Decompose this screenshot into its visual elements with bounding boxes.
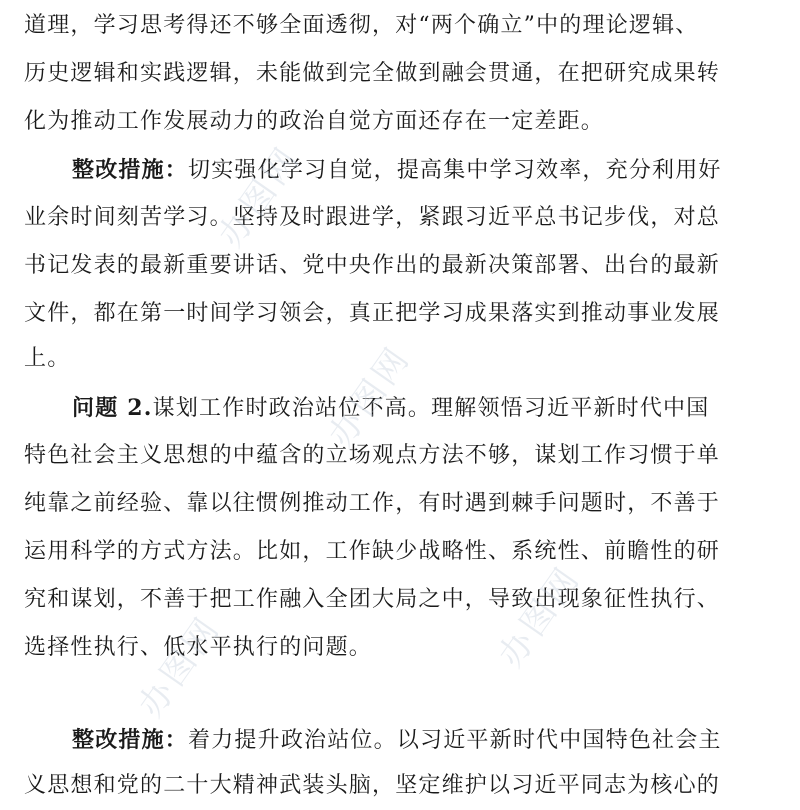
text-line-5 xyxy=(24,194,720,242)
line-text: 运用科学的方式方法。比如，工作缺少战略性、系统性、前瞻性的研 xyxy=(24,539,721,564)
text-line-11 xyxy=(24,480,720,528)
line-text: 书记发表的最新重要讲话、党中央作出的最新决策部署、出台的最新 xyxy=(24,253,721,278)
text-line-14 xyxy=(24,624,372,672)
text-line-10 xyxy=(24,432,720,480)
line-text: 选择性执行、低水平执行的问题。 xyxy=(24,635,373,660)
line-text: 上。 xyxy=(24,346,71,371)
text-line-13 xyxy=(24,576,720,624)
rectification-label: 整改措施： xyxy=(72,727,189,753)
line-text: 切实强化学习自觉，提高集中学习效率，充分利用好 xyxy=(188,158,722,183)
watermark-logo: 办图网 xyxy=(490,558,589,675)
line-text: 历史逻辑和实践逻辑，未能做到完全做到融会贯通，在把研究成果转 xyxy=(24,61,721,86)
paragraph-rectification-1 xyxy=(72,146,722,194)
line-text: 特色社会主义思想的中蕴含的立场观点方法不够，谋划工作习惯于单 xyxy=(24,443,721,468)
line-text: 谋划工作时政治站位不高。理解领悟习近平新时代中国 xyxy=(152,396,710,421)
text-line-2 xyxy=(24,50,720,98)
text-line-12 xyxy=(24,528,720,576)
line-text: 着力提升政治站位。以习近平新时代中国特色社会主 xyxy=(188,728,722,753)
paragraph-problem-2 xyxy=(72,384,709,432)
watermark-logo: 办图网 xyxy=(210,138,309,255)
paragraph-rectification-2 xyxy=(72,716,722,764)
line-text: 究和谋划，不善于把工作融入全团大局之中，导致出现象征性执行、 xyxy=(24,587,721,612)
line-text: 化为推动工作发展动力的政治自觉方面还存在一定差距。 xyxy=(24,109,605,134)
line-text: 业余时间刻苦学习。坚持及时跟进学，紧跟习近平总书记步伐，对总 xyxy=(24,205,721,230)
watermark-logo: 办图网 xyxy=(320,338,419,455)
text-line-1 xyxy=(24,2,699,50)
line-text: 纯靠之前经验、靠以往惯例推动工作，有时遇到棘手问题时，不善于 xyxy=(24,491,721,516)
text-line-6 xyxy=(24,242,720,290)
problem-label: 问题 2. xyxy=(72,395,153,421)
line-text: 义思想和党的二十大精神武装头脑，坚定维护以习近平同志为核心的 xyxy=(24,773,721,798)
text-line-16 xyxy=(24,762,720,810)
text-line-3 xyxy=(24,98,604,146)
text-line-7 xyxy=(24,290,720,338)
text-line-8 xyxy=(24,335,70,383)
watermark-logo: 办图网 xyxy=(130,608,229,725)
line-text: 文件，都在第一时间学习领会，真正把学习成果落实到推动事业发展 xyxy=(24,301,721,326)
rectification-label: 整改措施： xyxy=(72,157,189,183)
line-text: 道理，学习思考得还不够全面透彻，对“两个确立”中的理论逻辑、 xyxy=(24,13,699,38)
